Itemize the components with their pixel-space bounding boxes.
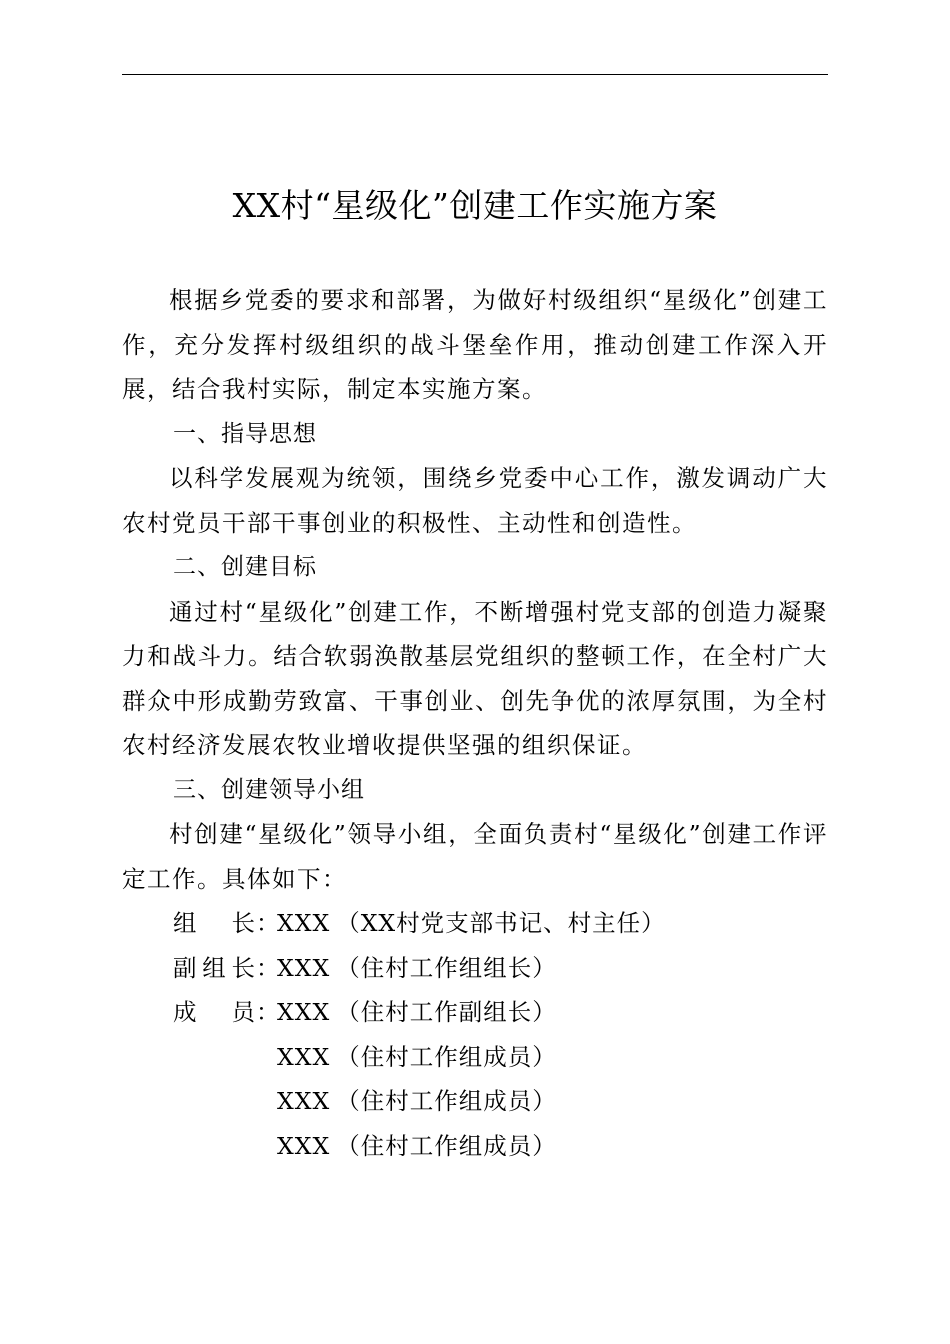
section-body-goals: 通过村“星级化”创建工作，不断增强村党支部的创造力凝聚力和战斗力。结合软弱涣散基层党组织的整顿工作，在全村广大群众中形成勤劳致富、干事创业、创先争优的浓厚氛围，为全村农村经济发展农牧业增收提供坚强的组织保证。 (122, 597, 828, 759)
intro-paragraph: 根据乡党委的要求和部署，为做好村级组织“星级化”创建工作，充分发挥村级组织的战斗堡垒作用，推动创建工作深入开展，结合我村实际，制定本实施方案。 (122, 286, 828, 403)
member-colon (256, 1079, 276, 1124)
member-note: （住村工作副组长） (336, 998, 557, 1026)
member-role (173, 1035, 256, 1080)
member-name: XXX (277, 1131, 331, 1160)
document-title: XX村“星级化”创建工作实施方案 (232, 186, 718, 225)
member-colon: ： (256, 909, 281, 937)
member-name: XXX (277, 953, 331, 982)
header-rule (122, 74, 828, 75)
member-name: XXX (277, 1087, 331, 1115)
member-row (122, 1079, 828, 1124)
member-row (122, 901, 828, 946)
section-heading-goals: 二、创建目标 (173, 554, 317, 580)
document-body (122, 278, 828, 1168)
member-name: XXX (277, 998, 331, 1026)
member-row (122, 990, 828, 1035)
member-role (173, 1079, 256, 1124)
member-row (122, 1124, 828, 1169)
member-role (173, 1124, 256, 1169)
member-note: （住村工作组成员） (336, 1087, 557, 1115)
member-colon: ： (256, 998, 281, 1026)
member-colon (256, 1124, 276, 1169)
member-row (122, 1035, 828, 1080)
section-body-leadership-group: 村创建“星级化”领导小组，全面负责村“星级化”创建工作评定工作。具体如下： (122, 820, 828, 893)
section-heading-leadership-group: 三、创建领导小组 (173, 776, 365, 803)
member-note: （住村工作组成员） (336, 1131, 557, 1160)
member-role: 组 长 (173, 909, 256, 937)
member-name: XXX (277, 1042, 331, 1071)
section-heading-guiding-ideology: 一、指导思想 (173, 420, 317, 447)
section-body-guiding-ideology: 以科学发展观为统领，围绕乡党委中心工作，激发调动广大农村党员干部干事创业的积极性、主动性和创造性。 (122, 464, 828, 537)
member-note: （住村工作组成员） (336, 1042, 557, 1071)
member-role: 成 员 (173, 998, 256, 1026)
member-role: 副组长 (173, 953, 256, 982)
member-note: （住村工作组组长） (336, 953, 557, 982)
member-colon (256, 1035, 276, 1080)
member-row (122, 946, 828, 991)
member-list (122, 901, 828, 1168)
member-note: （XX村党支部书记、村主任） (336, 909, 666, 937)
member-colon: ： (256, 953, 281, 982)
member-name: XXX (277, 909, 331, 937)
